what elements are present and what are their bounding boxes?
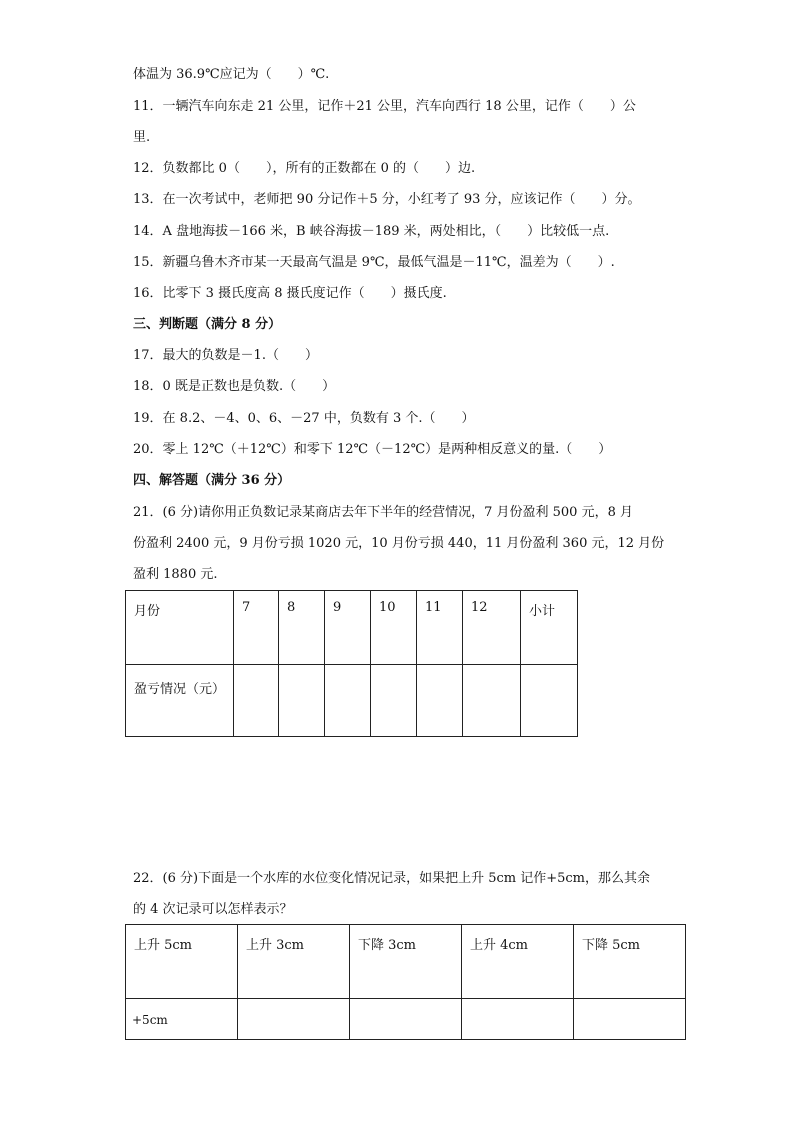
table-row [126, 591, 578, 665]
table-cell: 10 [371, 591, 417, 665]
table-cell: 12 [463, 591, 521, 665]
table-cell: +5cm [126, 999, 238, 1040]
table-cell: 上升 5cm [126, 925, 238, 999]
question-21-line2: 份盈利 2400 元，9 月份亏损 1020 元，10 月份亏损 440，11 月份盈利 360 元，12 月份 [133, 536, 665, 551]
section-heading-judgment: 三、判断题（满分 8 分） [133, 317, 282, 332]
question-18: 18．0 既是正数也是负数.（ ） [133, 379, 336, 394]
question-21-line1: 21．(6 分)请你用正负数记录某商店去年下半年的经营情况，7 月份盈利 500 元，8 月 [133, 505, 633, 520]
section-heading-answer: 四、解答题（满分 36 分） [133, 473, 291, 488]
table-cell: 上升 3cm [238, 925, 350, 999]
question-19: 19．在 8.2、－4、0、6、－27 中，负数有 3 个.（ ） [133, 411, 475, 426]
table-cell: 11 [417, 591, 463, 665]
answer-cell[interactable] [463, 665, 521, 737]
table-cell: 小计 [521, 591, 578, 665]
water-level-table [125, 924, 686, 1040]
line-10-tail: 体温为 36.9℃应记为（ ）℃. [133, 67, 330, 82]
question-22-line1: 22．(6 分)下面是一个水库的水位变化情况记录，如果把上升 5cm 记作+5cm，那么其余 [133, 871, 651, 886]
table-cell: 9 [325, 591, 371, 665]
answer-cell[interactable] [234, 665, 279, 737]
question-15: 15．新疆乌鲁木齐市某一天最高气温是 9℃，最低气温是－11℃，温差为（ ）. [133, 255, 615, 270]
table-row [126, 999, 686, 1040]
question-11-line2: 里. [133, 130, 151, 145]
answer-cell[interactable] [417, 665, 463, 737]
answer-cell[interactable] [350, 999, 462, 1040]
answer-cell[interactable] [521, 665, 578, 737]
question-12: 12．负数都比 0（ ），所有的正数都在 0 的（ ）边. [133, 161, 476, 176]
answer-cell[interactable] [462, 999, 574, 1040]
table-cell: 7 [234, 591, 279, 665]
table-cell: 8 [279, 591, 325, 665]
table-cell: 月份 [126, 591, 234, 665]
table-row [126, 925, 686, 999]
question-11-line1: 11．一辆汽车向东走 21 公里，记作＋21 公里，汽车向西行 18 公里，记作（ ）公 [133, 99, 636, 114]
question-16: 16．比零下 3 摄氏度高 8 摄氏度记作（ ）摄氏度. [133, 286, 447, 301]
table-row [126, 665, 578, 737]
answer-cell[interactable] [325, 665, 371, 737]
table-cell: 下降 3cm [350, 925, 462, 999]
table-cell: 下降 5cm [574, 925, 686, 999]
answer-cell[interactable] [574, 999, 686, 1040]
question-14: 14．A 盘地海拔－166 米，B 峡谷海拔－189 米，两处相比，（ ）比较低一点. [133, 224, 610, 239]
answer-cell[interactable] [371, 665, 417, 737]
profit-loss-table [125, 590, 578, 737]
question-22-line2: 的 4 次记录可以怎样表示？ [133, 902, 293, 917]
question-17: 17．最大的负数是－1.（ ） [133, 348, 318, 363]
answer-cell[interactable] [238, 999, 350, 1040]
table-cell: 盈亏情况（元） [126, 665, 234, 737]
table-cell: 上升 4cm [462, 925, 574, 999]
answer-cell[interactable] [279, 665, 325, 737]
question-20: 20．零上 12℃（＋12℃）和零下 12℃（－12℃）是两种相反意义的量.（ ） [133, 442, 612, 457]
question-21-line3: 盈利 1880 元. [133, 567, 218, 582]
question-13: 13．在一次考试中，老师把 90 分记作＋5 分，小红考了 93 分，应该记作（ ）分。 [133, 192, 641, 207]
